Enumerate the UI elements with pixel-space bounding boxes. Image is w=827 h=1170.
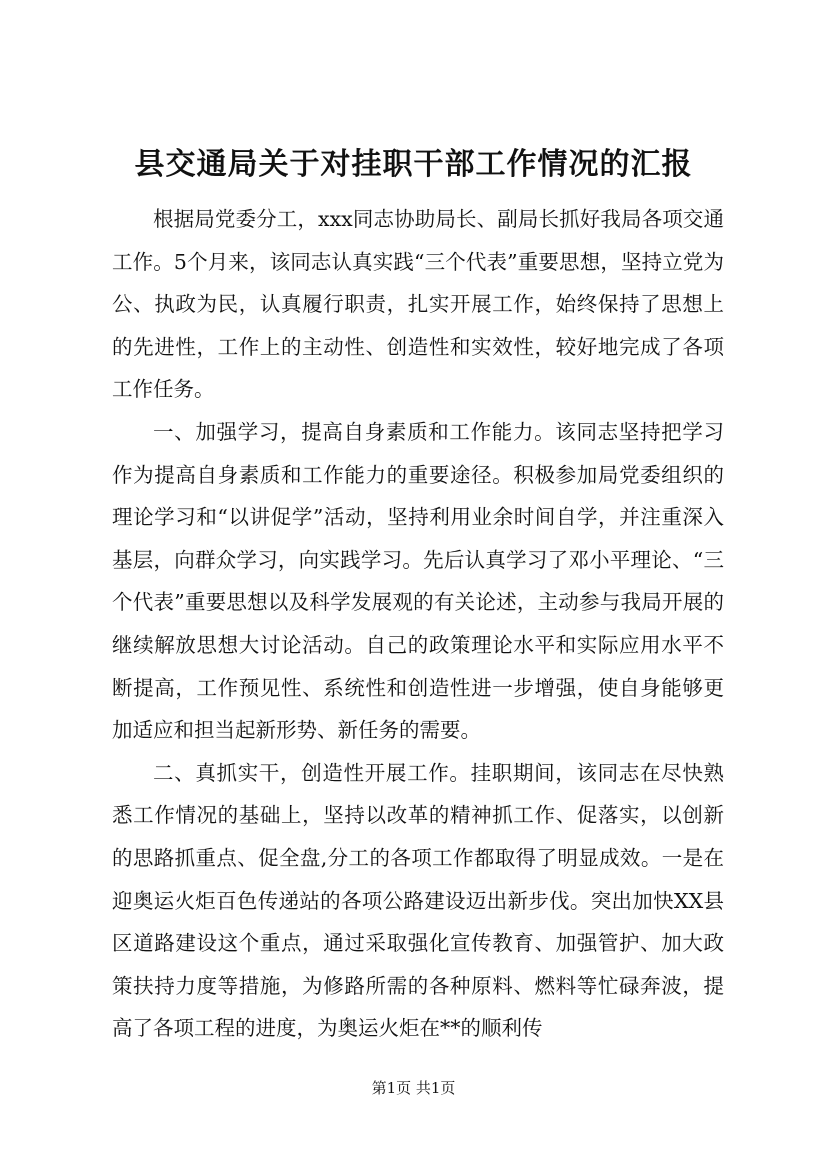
- paragraph-intro: 根据局党委分工，xxx同志协助局长、副局长抓好我局各项交通工作。5个月来，该同志认真实践“三个代表”重要思想，坚持立党为公、执政为民，认真履行职责，扎实开展工作，始终保持了思想上的先进性，工作上的主动性、创造性和实效性，较好地完成了各项工作任务。: [112, 207, 724, 402]
- document-body: [112, 198, 724, 1050]
- page-footer: 第1页 共1页: [371, 1079, 456, 1097]
- paragraph-section-two: 二、真抓实干，创造性开展工作。挂职期间，该同志在尽快熟悉工作情况的基础上，坚持以改革的精神抓工作、促落实，以创新的思路抓重点、促全盘,分工的各项工作都取得了明显成效。一是在迎奥运火炬百色传递站的各项公路建设迈出新步伐。突出加快XX县区道路建设这个重点，通过采取强化宣传教育、加强管护、加大政策扶持力度等措施，为修路所需的各种原料、燃料等忙碌奔波，提高了各项工程的进度，为奥运火炬在**的顺利传: [112, 760, 724, 1041]
- paragraph-section-one: 一、加强学习，提高自身素质和工作能力。该同志坚持把学习作为提高自身素质和工作能力的重要途径。积极参加局党委组织的理论学习和“以讲促学”活动，坚持利用业余时间自学，并注重深入基层，向群众学习，向实践学习。先后认真学习了邓小平理论、“三个代表”重要思想以及科学发展观的有关论述，主动参与我局开展的继续解放思想大讨论活动。自己的政策理论水平和实际应用水平不断提高，工作预见性、系统性和创造性进一步增强，使自身能够更加适应和担当起新形势、新任务的需要。: [112, 419, 724, 743]
- document-title: 县交通局关于对挂职干部工作情况的汇报: [134, 147, 693, 182]
